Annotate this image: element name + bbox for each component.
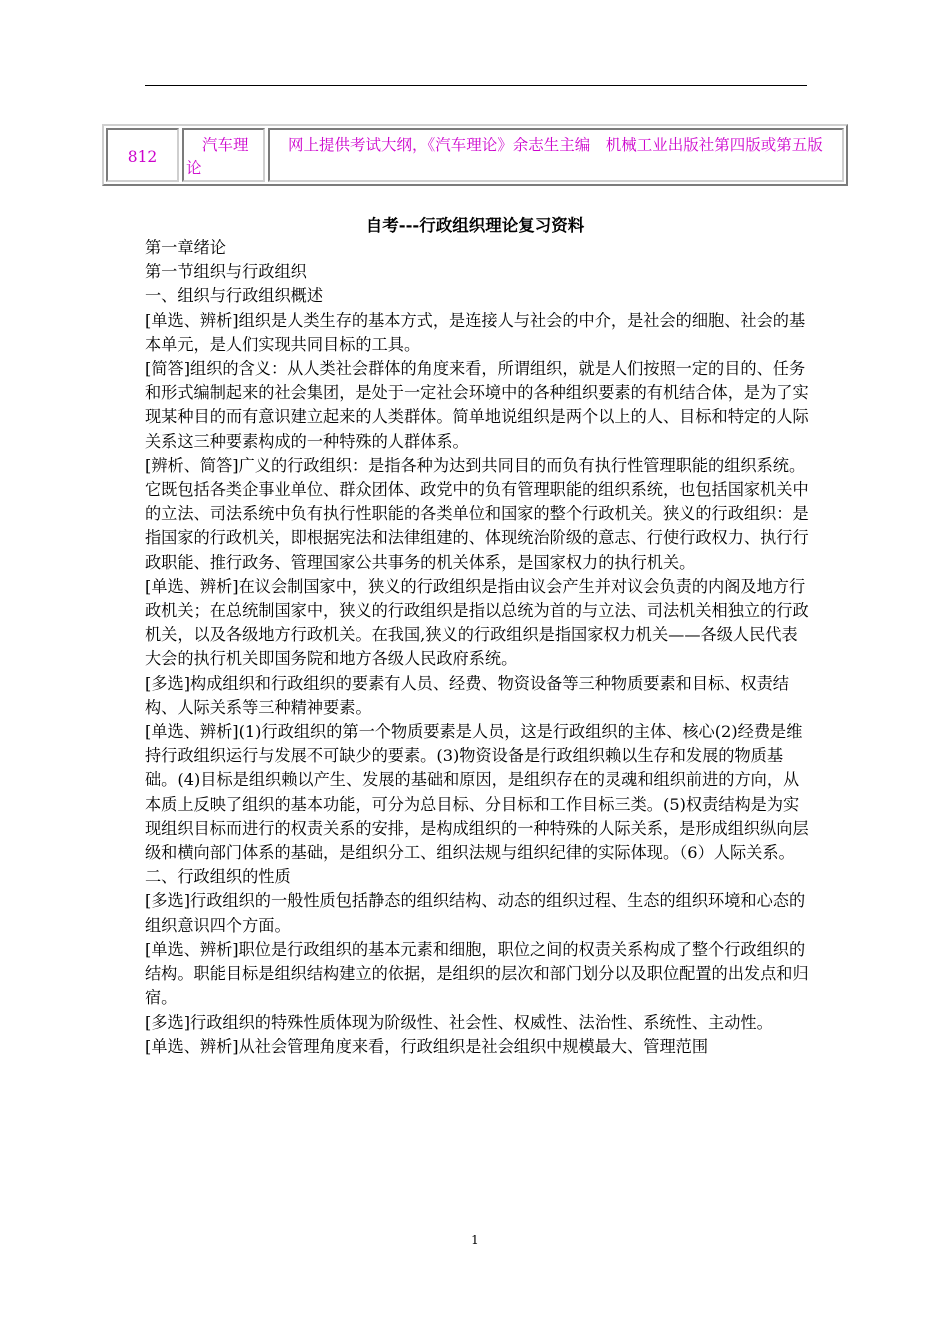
header-rule <box>145 85 807 86</box>
paragraph: [单选、辨析]在议会制国家中，狭义的行政组织是指由议会产生并对议会负责的内阁及地方行政机关；在总统制国家中，狭义的行政组织是指以总统为首的与立法、司法机关相独立的行政机关，以及各级地方行政机关。在我国,狭义的行政组织是指国家权力机关——各级人民代表大会的执行机关即国务院和地方各级人民政府系统。 <box>145 576 809 669</box>
course-code-cell: 812 <box>106 128 179 182</box>
subsection-heading: 一、组织与行政组织概述 <box>145 286 324 306</box>
course-subject-cell: 汽车理论 <box>182 128 265 182</box>
course-info-table <box>102 124 848 186</box>
document-title: 自考---行政组织理论复习资料 <box>365 216 585 235</box>
document-body <box>145 236 809 1059</box>
paragraph: [单选、辨析]从社会管理角度来看，行政组织是社会组织中规模最大、管理范围 <box>145 1036 709 1056</box>
paragraph: [多选]行政组织的一般性质包括静态的组织结构、动态的组织过程、生态的组织环境和心态的组织意识四个方面。 <box>145 891 806 935</box>
page-number: 1 <box>471 1233 479 1247</box>
paragraph: [单选、辨析](1)行政组织的第一个物质要素是人员，这是行政组织的主体、核心(2)经费是维持行政组织运行与发展不可缺少的要素。(3)物资设备是行政组织赖以生存和发展的物质基础。(4)目标是组织赖以产生、发展的基础和原因，是组织存在的灵魂和组织前进的方向，从本质上反映了组织的基本功能，可分为总目标、分目标和工作目标三类。(5)权责结构是为实现组织目标而进行的权责关系的安排，是构成组织的一种特殊的人际关系，是形成组织纵向层级和横向部门体系的基础，是组织分工、组织法规与组织纪律的实际体现。（6）人际关系。 <box>145 722 809 863</box>
paragraph: [多选]行政组织的特殊性质体现为阶级性、社会性、权威性、法治性、系统性、主动性。 <box>145 1012 773 1032</box>
paragraph: [单选、辨析]组织是人类生存的基本方式，是连接人与社会的中介，是社会的细胞、社会的基本单元，是人们实现共同目标的工具。 <box>145 310 806 354</box>
course-description-cell: 网上提供考试大纲，《汽车理论》余志生主编 机械工业出版社第四版或第五版 <box>268 128 844 182</box>
paragraph: [简答]组织的含义：从人类社会群体的角度来看，所谓组织，就是人们按照一定的目的、任务和形式编制起来的社会集团，是处于一定社会环境中的各种组织要素的有机结合体，是为了实现某种目的而有意识建立起来的人类群体。简单地说组织是两个以上的人、目标和特定的人际关系这三种要素构成的一种特殊的人群体系。 <box>145 359 809 451</box>
section-heading: 第一节组织与行政组织 <box>145 262 307 282</box>
chapter-heading: 第一章绪论 <box>145 238 226 257</box>
paragraph: [辨析、简答]广义的行政组织：是指各种为达到共同目的而负有执行性管理职能的组织系统。它既包括各类企事业单位、群众团体、政党中的负有管理职能的组织系统，也包括国家机关中的立法、司法系统中负有执行性职能的各类单位和国家的整个行政机关。狭义的行政组织：是指国家的行政机关，即根据宪法和法律组建的、体现统治阶级的意志、行使行政权力、执行行政职能、推行政务、管理国家公共事务的机关体系，是国家权力的执行机关。 <box>145 455 809 572</box>
subsection-heading: 二、行政组织的性质 <box>145 867 291 887</box>
paragraph: [多选]构成组织和行政组织的要素有人员、经费、物资设备等三种物质要素和目标、权责结构、人际关系等三种精神要素。 <box>145 673 789 717</box>
paragraph: [单选、辨析]职位是行政组织的基本元素和细胞，职位之间的权责关系构成了整个行政组织的结构。职能目标是组织结构建立的依据，是组织的层次和部门划分以及职位配置的出发点和归宿。 <box>145 939 809 1008</box>
